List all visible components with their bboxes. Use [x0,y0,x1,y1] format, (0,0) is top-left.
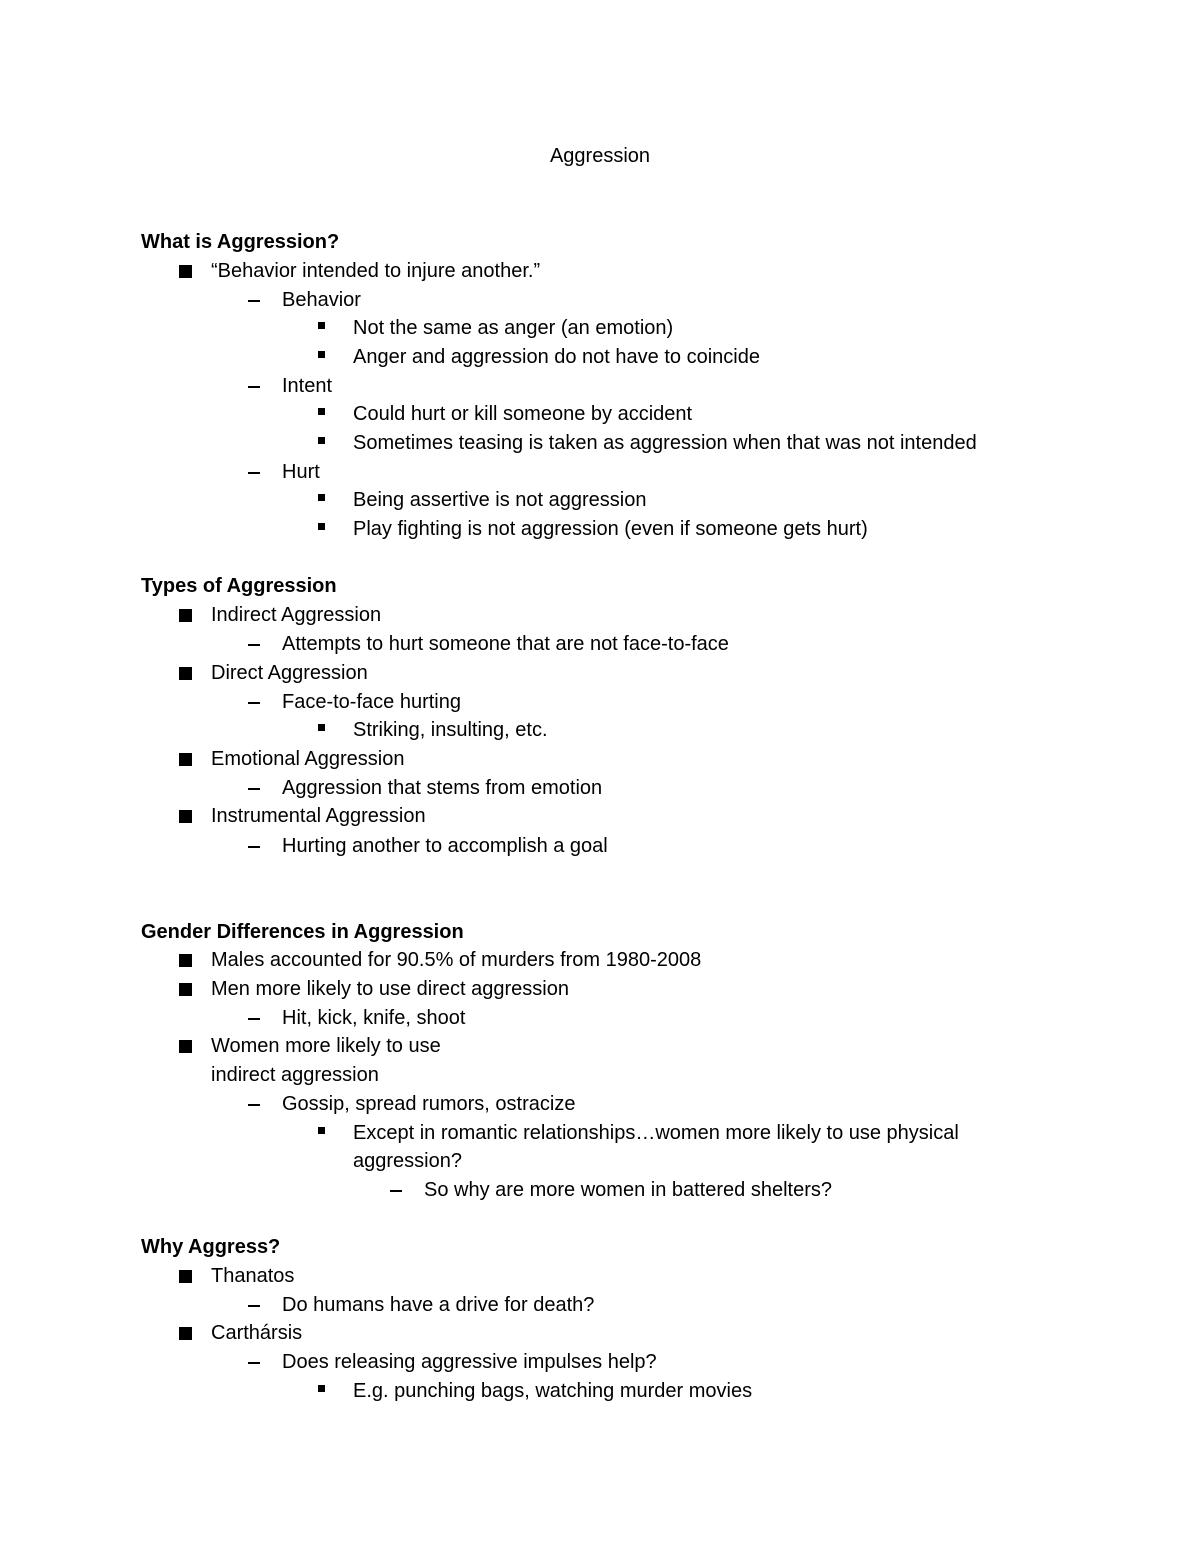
list-item: Hurt [282,461,320,483]
section-heading-types-of-aggression: Types of Aggression [141,575,337,597]
list-item: Attempts to hurt someone that are not face-to-face [282,633,729,655]
square-bullet-icon [179,810,192,823]
dash-bullet-icon [248,1104,260,1106]
dash-bullet-icon [248,472,260,474]
list-item: “Behavior intended to injure another.” [211,260,541,282]
list-item: Not the same as anger (an emotion) [353,317,674,339]
list-item: Sometimes teasing is taken as aggression when that was not intended [353,432,977,454]
list-item: Does releasing aggressive impulses help? [282,1351,657,1373]
list-item: Do humans have a drive for death? [282,1294,595,1316]
list-item: Could hurt or kill someone by accident [353,403,693,425]
section-heading-what-is-aggression: What is Aggression? [141,231,340,253]
dash-bullet-icon [248,702,260,704]
list-item: Men more likely to use direct aggression [211,978,569,1000]
dash-bullet-icon [390,1190,402,1192]
square-bullet-icon [179,983,192,996]
small-square-bullet-icon [318,351,325,358]
dash-bullet-icon [248,386,260,388]
list-item: Hurting another to accomplish a goal [282,835,608,857]
list-item: Gossip, spread rumors, ostracize [282,1093,576,1115]
list-item: Carthársis [211,1322,303,1344]
list-item: Face-to-face hurting [282,691,461,713]
list-item: Women more likely to use [211,1035,441,1057]
list-item-continuation: aggression? [353,1150,462,1172]
list-item: Indirect Aggression [211,604,382,626]
square-bullet-icon [179,265,192,278]
dash-bullet-icon [248,846,260,848]
list-item: Hit, kick, knife, shoot [282,1007,466,1029]
dash-bullet-icon [248,644,260,646]
small-square-bullet-icon [318,322,325,329]
section-heading-gender-differences: Gender Differences in Aggression [141,921,464,943]
small-square-bullet-icon [318,523,325,530]
list-item: Striking, insulting, etc. [353,719,548,741]
square-bullet-icon [179,667,192,680]
dash-bullet-icon [248,788,260,790]
list-item: Behavior [282,289,361,311]
list-item: Play fighting is not aggression (even if someone gets hurt) [353,518,868,540]
dash-bullet-icon [248,1362,260,1364]
square-bullet-icon [179,1327,192,1340]
square-bullet-icon [179,1270,192,1283]
square-bullet-icon [179,1040,192,1053]
dash-bullet-icon [248,300,260,302]
small-square-bullet-icon [318,1385,325,1392]
list-item-continuation: indirect aggression [211,1064,379,1086]
list-item: Except in romantic relationships…women more likely to use physical [353,1122,959,1144]
small-square-bullet-icon [318,724,325,731]
dash-bullet-icon [248,1305,260,1307]
small-square-bullet-icon [318,1127,325,1134]
list-item: Instrumental Aggression [211,805,426,827]
document-title: Aggression [549,145,651,167]
list-item: Intent [282,375,333,397]
square-bullet-icon [179,609,192,622]
square-bullet-icon [179,753,192,766]
square-bullet-icon [179,954,192,967]
list-item: Aggression that stems from emotion [282,777,603,799]
list-item: E.g. punching bags, watching murder movies [353,1380,753,1402]
small-square-bullet-icon [318,494,325,501]
list-item: So why are more women in battered shelters? [424,1179,832,1201]
list-item: Males accounted for 90.5% of murders from 1980-2008 [211,949,702,971]
list-item: Thanatos [211,1265,295,1287]
list-item: Direct Aggression [211,662,368,684]
list-item: Anger and aggression do not have to coincide [353,346,760,368]
small-square-bullet-icon [318,408,325,415]
list-item: Emotional Aggression [211,748,405,770]
list-item: Being assertive is not aggression [353,489,647,511]
dash-bullet-icon [248,1018,260,1020]
section-heading-why-aggress: Why Aggress? [141,1236,281,1258]
small-square-bullet-icon [318,437,325,444]
